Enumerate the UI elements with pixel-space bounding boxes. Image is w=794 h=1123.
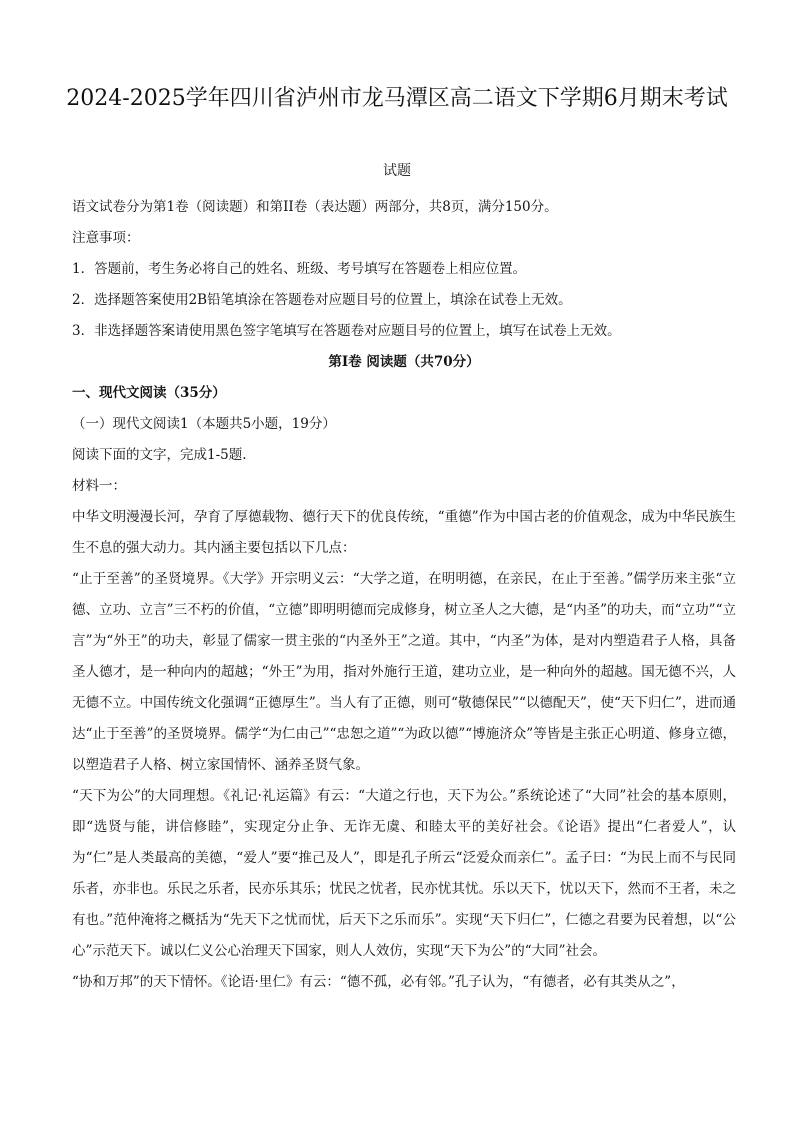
note-item: 3．非选择题答案请使用黑色签字笔填写在答题卷对应题目号的位置上，填写在试卷上无效。: [72, 323, 621, 339]
material-paragraph: “止于至善”的圣贤境界。《大学》开宗明义云：“大学之道，在明明德，在亲民，在止于至善。”儒学历来主张“立德、立功、立言”三不朽的价值，“立德”即明明德而完成修身，树立圣人之大德，是“内圣”的功夫，而“立功”“立言”为“外王”的功夫，彰显了儒家一贯主张的“内圣外王”之道。其中，“内圣”为体，是对内塑造君子人格，具备圣人德才，是一种向内的超越；“外王”为用，指对外施行王道，建功立业，是一种向外的超越。国无德不兴，人无德不立。中国传统文化强调“正德厚生”。当人有了正德，则可“敬德保民”“以德配天”，使“天下归仁”，进而通达“止于至善”的圣贤境界。儒学“为仁由己”“忠恕之道”“为政以德”“博施济众”等皆是主张正心明道、修身立德，以塑造君子人格、树立家国情怀、涵养圣贤气象。: [72, 571, 736, 773]
note-item: 1．答题前，考生务必将自己的姓名、班级、考号填写在答题卷上相应位置。: [72, 261, 527, 277]
material-paragraph: 中华文明漫漫长河，孕育了厚德载物、德行天下的优良传统，“重德”作为中国古老的价值观念，成为中华民族生生不息的强大动力。其内涵主要包括以下几点：: [72, 509, 736, 556]
exam-intro: 语文试卷分为第1卷（阅读题）和第II卷（表达题）两部分，共8页，满分150分。: [72, 199, 558, 215]
material-paragraph: “协和万邦”的天下情怀。《论语·里仁》有云：“德不孤，必有邻。”孔子认为，“有德者，必有其类从之”，: [72, 974, 685, 990]
reading-instruction: 阅读下面的文字，完成1-5题.: [72, 447, 247, 463]
part-heading: 第I卷 阅读题（共70分）: [328, 354, 480, 370]
document-body: [72, 192, 736, 998]
notes-heading: 注意事项：: [72, 230, 140, 246]
subsection-heading: （一）现代文阅读1（本题共5小题，19分）: [72, 416, 336, 432]
document-title: 2024-2025学年四川省泸州市龙马潭区高二语文下学期6月期末考试: [66, 86, 728, 111]
material-paragraph: “天下为公”的大同理想。《礼记·礼运篇》有云：“大道之行也，天下为公。”系统论述了“大同”社会的基本原则，即“选贤与能，讲信修睦”，实现定分止争、无诈无虞、和睦太平的美好社会。《论语》提出“仁者爱人”，认为“仁”是人类最高的美德，“爱人”要“推己及人”，即是孔子所云“泛爱众而亲仁”。孟子曰：“为民上而不与民同乐者，亦非也。乐民之乐者，民亦乐其乐；忧民之忧者，民亦忧其忧。乐以天下，忧以天下，然而不王者，未之有也。”范仲淹将之概括为“先天下之忧而忧，后天下之乐而乐”。实现“天下归仁”，仁德之君要为民着想，以“公心”示范天下。诚以仁义公心治理天下国家，则人人效仿，实现“天下为公”的“大同”社会。: [72, 788, 736, 959]
material-label: 材料一：: [72, 478, 126, 494]
section-heading: 一、现代文阅读（35分）: [72, 385, 226, 401]
note-item: 2．选择题答案使用2B铅笔填涂在答题卷对应题目号的位置上，填涂在试卷上无效。: [72, 292, 572, 308]
document-subtitle: 试题: [383, 163, 411, 179]
